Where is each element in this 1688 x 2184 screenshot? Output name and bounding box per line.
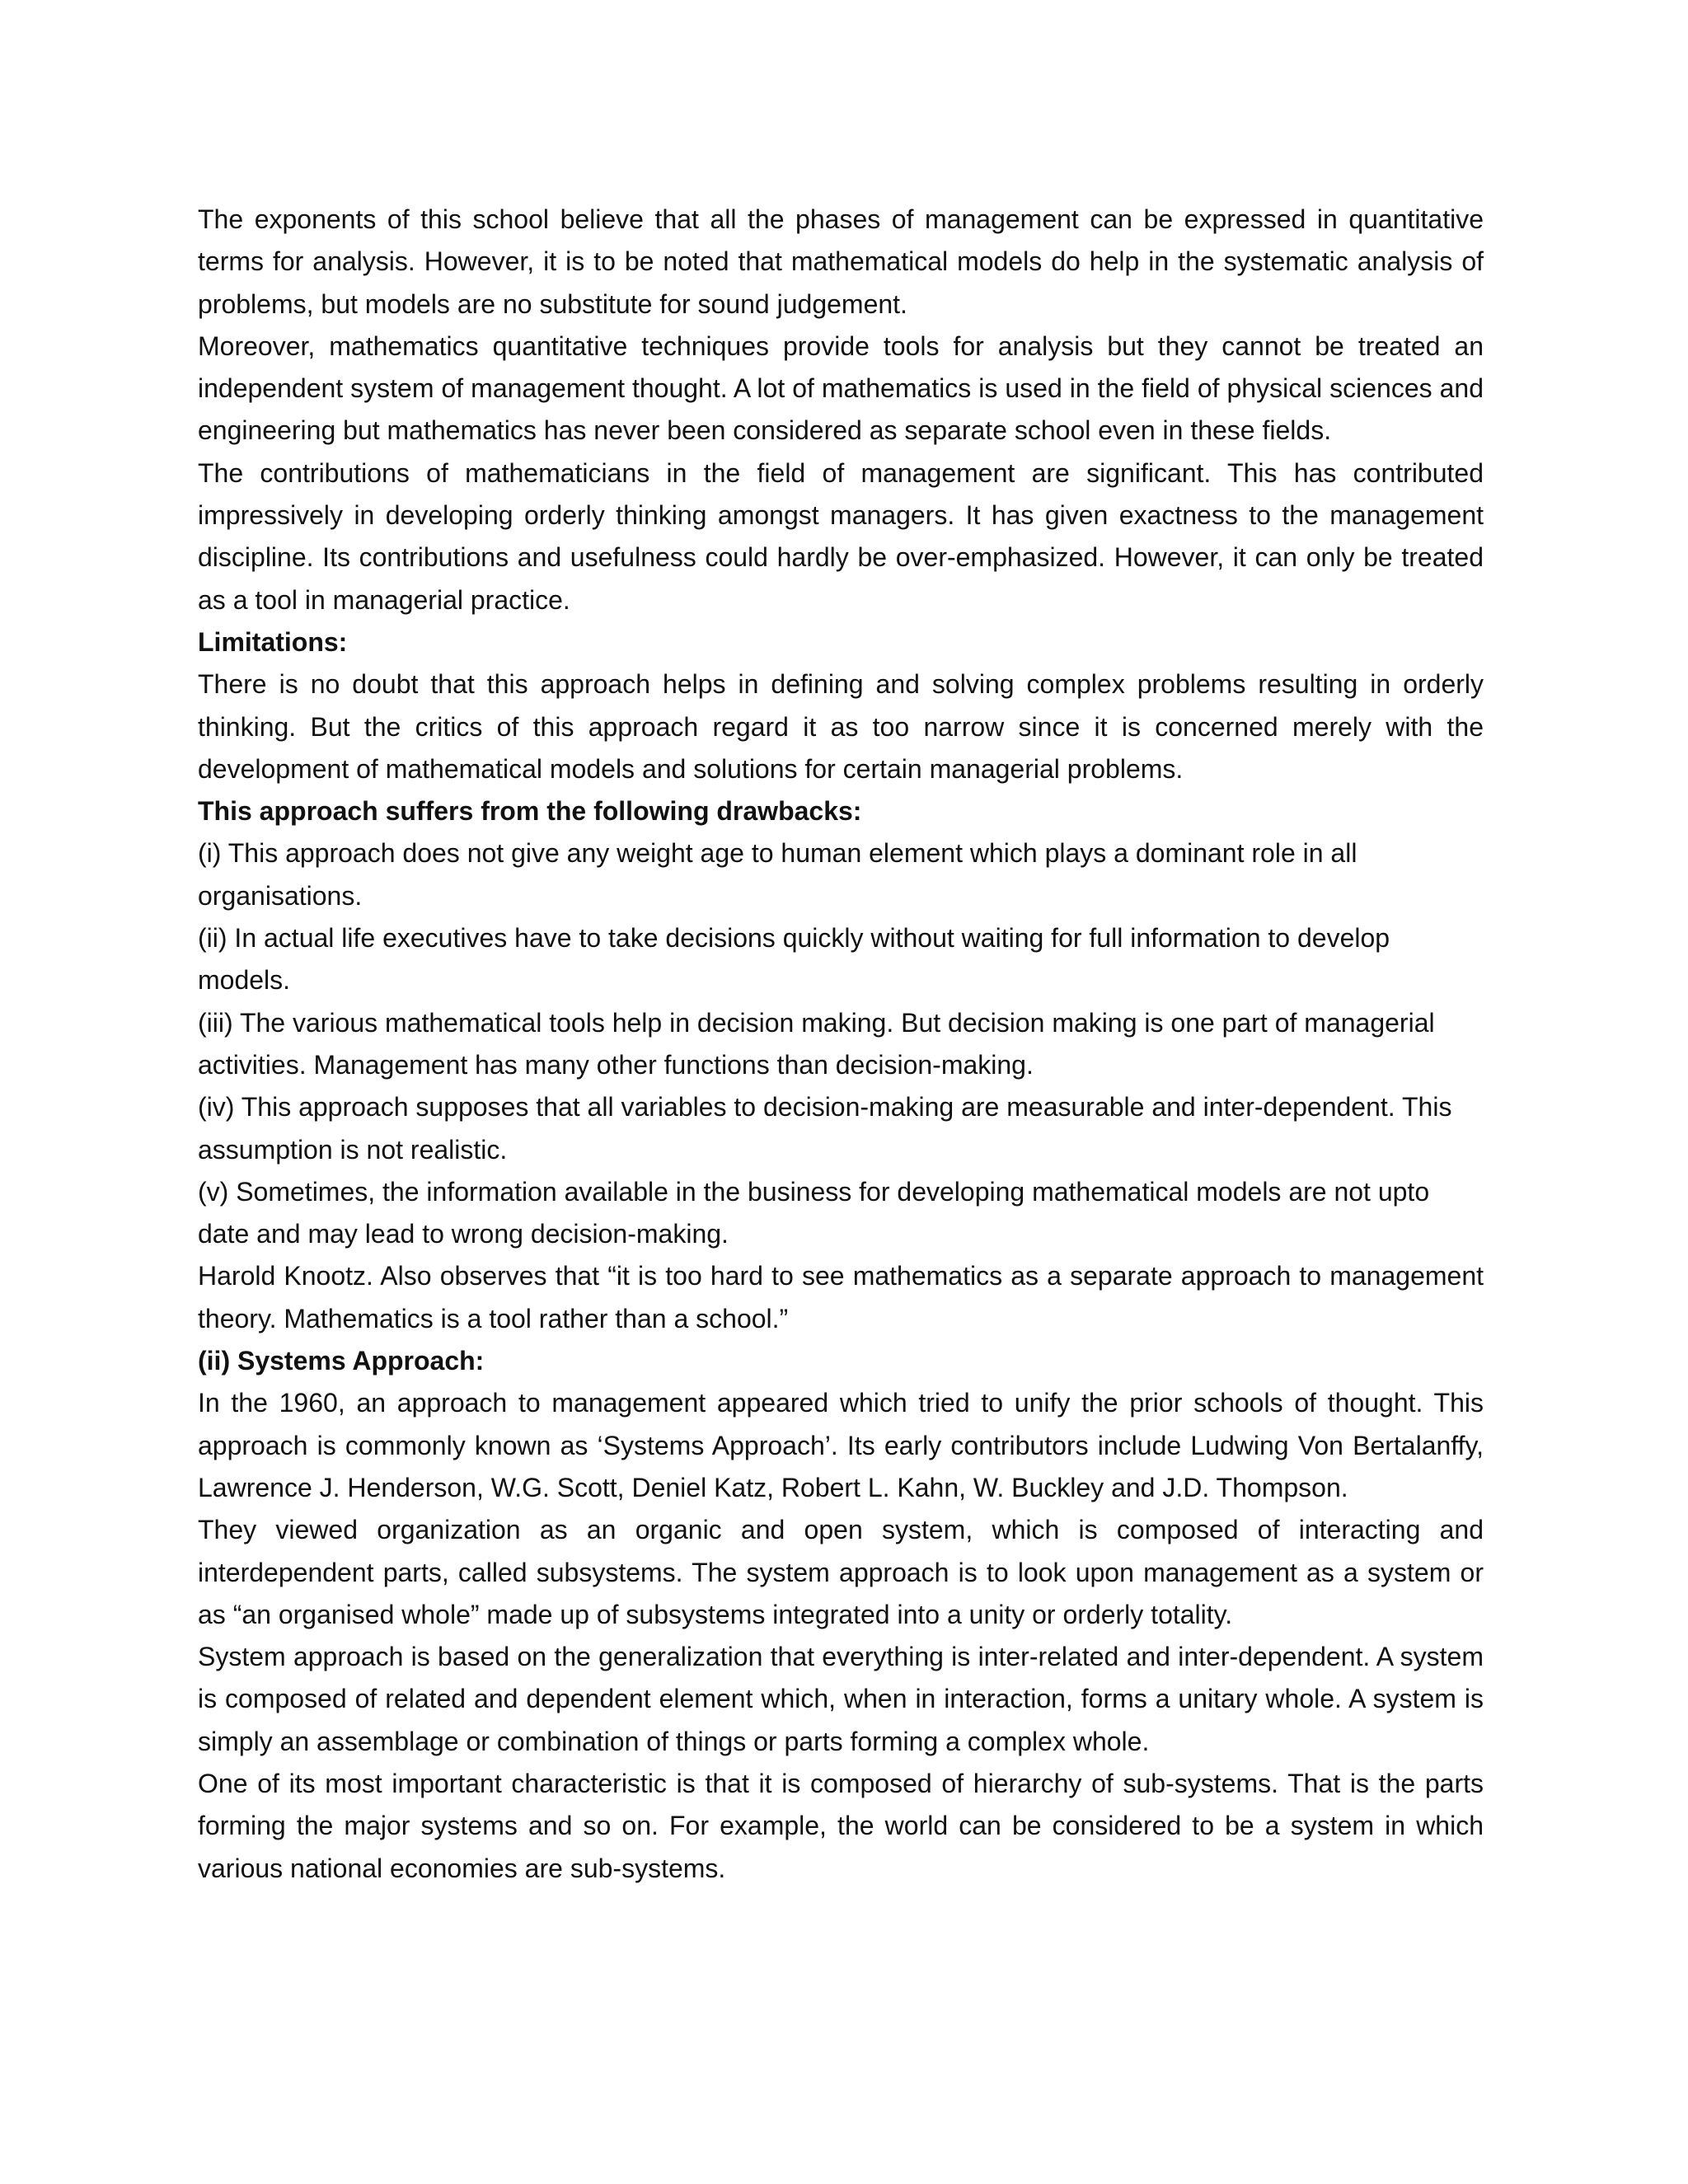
paragraph-limitations: There is no doubt that this approach helps in defining and solving complex problems resulting in orderly thinking. But the critics of this approach regard it as too narrow since it is concerned merely with the development of mathematical models and solutions for certain managerial problems. <box>198 669 1484 784</box>
drawback-item-4: (iv) This approach supposes that all variables to decision-making are measurable and inter-dependent. This assumption is not realistic. <box>198 1092 1452 1165</box>
paragraph-quantitative-terms: The exponents of this school believe that all the phases of management can be expressed in quantitative terms for analysis. However, it is to be noted that mathematical models do help in the systematic analysis of problems, but models are no substitute for sound judgement. <box>198 204 1484 319</box>
paragraph-contributions: The contributions of mathematicians in the field of management are significant. This has contributed impressively in developing orderly thinking amongst managers. It has given exactness to the management discipline. Its contributions and usefulness could hardly be over-emphasized. However, it can only be treated as a tool in managerial practice. <box>198 457 1484 615</box>
drawback-item-1: (i) This approach does not give any weight age to human element which plays a dominant role in all organisations. <box>198 838 1357 911</box>
drawback-item-5: (v) Sometimes, the information available in the business for developing mathematical models are not upto date and may lead to wrong decision-making. <box>198 1176 1430 1249</box>
heading-systems-approach: (ii) Systems Approach: <box>198 1346 485 1376</box>
paragraph-systems-history: In the 1960, an approach to management appeared which tried to unify the prior schools of thought. This approach is commonly known as ‘Systems Approach’. Its early contributors include Ludwing Von Bertalanffy, Lawrence J. Henderson, W.G. Scott, Deniel Katz, Robert L. Kahn, W. Buckley and J.D. Thompson. <box>198 1388 1484 1502</box>
paragraph-harold-koontz-quote: Harold Knootz. Also observes that “it is too hard to see mathematics as a separate approach to management theory. Mathematics is a tool rather than a school.” <box>198 1261 1484 1333</box>
paragraph-mathematics-tools: Moreover, mathematics quantitative techniques provide tools for analysis but they cannot be treated an independent system of management thought. A lot of mathematics is used in the field of physical sciences and engineering but mathematics has never been considered as separate school even in these fields. <box>198 330 1484 446</box>
drawback-item-2: (ii) In actual life executives have to take decisions quickly without waiting for full information to develop models. <box>198 923 1390 996</box>
document-page <box>198 199 1484 1890</box>
heading-drawbacks: This approach suffers from the following drawbacks: <box>198 796 862 827</box>
heading-limitations: Limitations: <box>198 626 348 657</box>
paragraph-hierarchy: One of its most important characteristic is that it is composed of hierarchy of sub-systems. That is the parts forming the major systems and so on. For example, the world can be considered to be a system in which various national economies are sub-systems. <box>198 1768 1484 1883</box>
paragraph-generalization: System approach is based on the generalization that everything is inter-related and inter-dependent. A system is composed of related and dependent element which, when in interaction, forms a unitary whole. A system is simply an assemblage or combination of things or parts forming a complex whole. <box>198 1642 1484 1756</box>
drawback-item-3: (iii) The various mathematical tools help in decision making. But decision making is one part of managerial activities. Management has many other functions than decision-making. <box>198 1007 1435 1080</box>
paragraph-open-system: They viewed organization as an organic and open system, which is composed of interacting and interdependent parts, called subsystems. The system approach is to look upon management as a system or as “an organised whole” made up of subsystems integrated into a unity or orderly totality. <box>198 1515 1484 1629</box>
